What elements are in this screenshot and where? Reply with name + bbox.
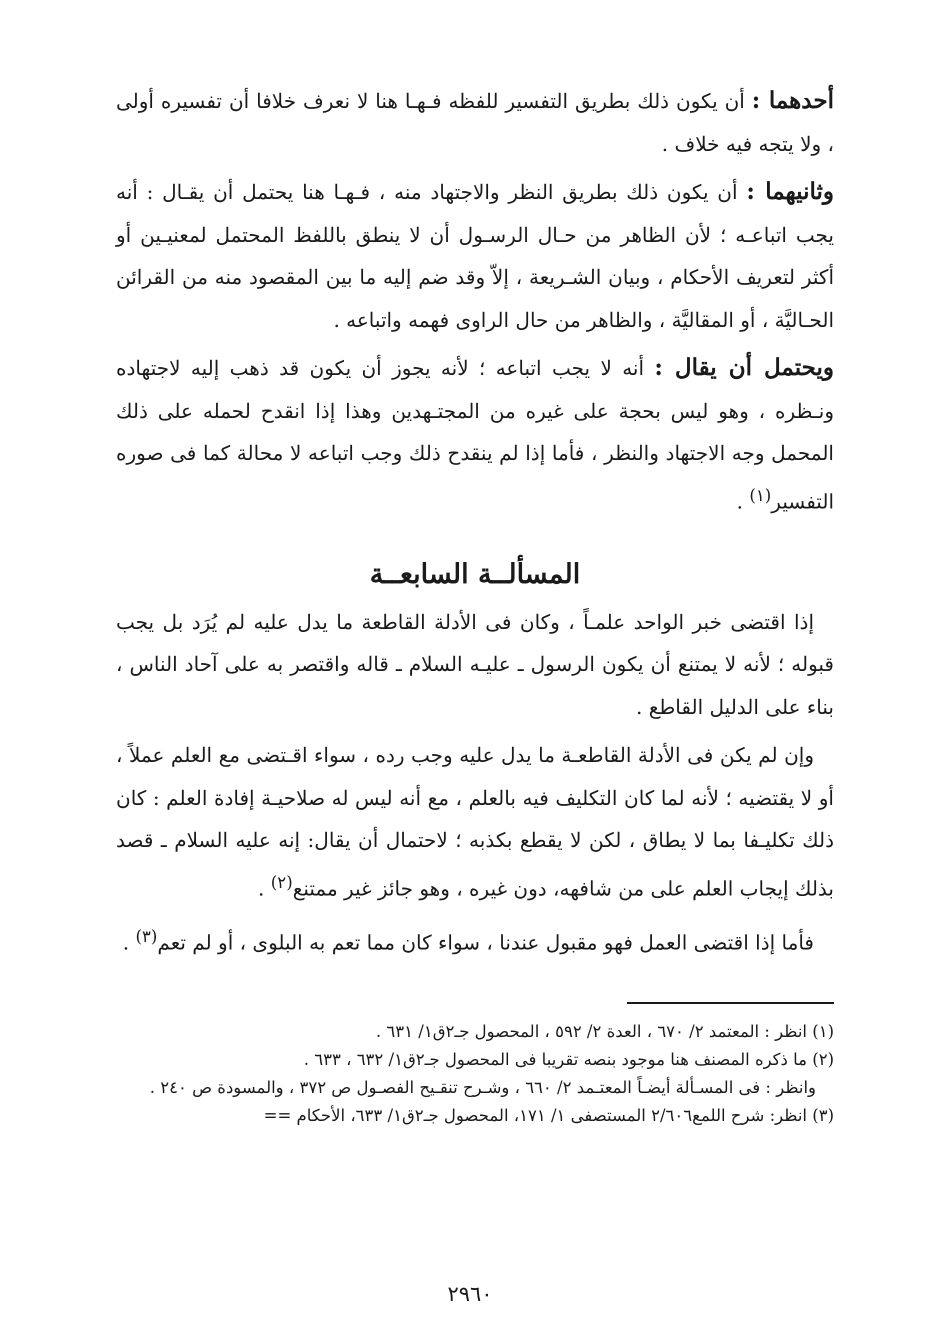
paragraph-text: إذا اقتضى خبر الواحد علمـاً ، وكان فى الأدلة القاطعة ما يدل عليه لم يُرَد بل يجب قبوله ؛ لأنه لا يمتنع أن يكون الرسول ـ عليـه السلام ـ قاله واقتصر به على آحاد الناس ، بناء على الدليل القاطع .: [116, 609, 834, 719]
footnote-ref: (٢): [270, 872, 293, 892]
paragraph-text: أنه لا يجب اتباعه ؛ لأنه يجوز أن يكون قد ذهب إليه لاجتهاده ونـظره ، وهو ليس بحجة على غيره من المجتـهدين وهذا إذا انقدح لحمله على ذلك المحمل وجه الاجتهاد والنظر ، فأما إذا لم ينقدح ذلك وجب اتباعه لا محالة كما فى صوره التفسير: [116, 356, 834, 514]
paragraph-tail: .: [736, 489, 750, 514]
paragraph-lead: أحدهما :: [751, 87, 834, 114]
paragraph-first: [116, 80, 834, 165]
paragraph-tail: .: [258, 876, 271, 901]
paragraph-second: [116, 171, 834, 341]
paragraph-third: [116, 347, 834, 523]
paragraph-text: أن يكون ذلك بطريق التفسير للفظه فـهـا هنا لا نعرف خلافا أن تفسيره أولى ، ولا يتجه فيه خلاف .: [116, 89, 834, 156]
paragraph-sixth: [116, 916, 834, 964]
paragraph-tail: .: [122, 930, 136, 955]
footnote-2: (٢) ما ذكره المصنف هنا موجود بنصه تقريبا فى المحصول جـ٢ق١/ ٦٣٢ ، ٦٣٣ .: [303, 1049, 834, 1069]
footnotes: [116, 1018, 834, 1130]
paragraph-text: فأما إذا اقتضى العمل فهو مقبول عندنا ، سواء كان مما تعم به البلوى ، أو لم تعم: [157, 930, 814, 955]
paragraph-fifth: [116, 734, 834, 910]
section-heading: المسألــة السابعــة: [369, 558, 581, 590]
paragraph-lead: وثانيهما :: [746, 178, 835, 205]
paragraph-text: وإن لم يكن فى الأدلة القاطعـة ما يدل عليه وجب رده ، سواء اقـتضى مع العلم عملاً ، أو لا يقتضيه ؛ لأنه لما كان التكليف فيه بالعلم ، مع أنه ليس له صلاحيـة إفادة العلم : كان ذلك تكليـفا بما لا يطاق ، لكن لا يقطع بكذبه ؛ لاحتمال أن يقال: إنه عليه السلام ـ قصد بذلك إيجاب العلم على من شافهه، دون غيره ، وهو جائز غير ممتنع: [116, 743, 834, 901]
footnote-separator: [627, 1002, 834, 1004]
footnote-3: (٣) انظر: شرح اللمع٢/٦٠٦ المستصفى ١/ ١٧١، المحصول جـ٢ق١/ ٦٣٣، الأحكام ==: [263, 1105, 834, 1125]
footnote-ref: (٣): [135, 926, 158, 946]
footnote-2-continued: وانظر : فى المسـألة أيضـاً المعتـمد ٢/ ٦٦٠ ، وشـرح تنقـيح الفصـول ص ٣٧٢ ، والمسودة ص ٢٤٠ .: [149, 1077, 816, 1097]
paragraph-lead: ويحتمل أن يقال :: [654, 354, 834, 381]
page-number: ٢٩٦٠: [447, 1282, 493, 1306]
paragraph-text: أن يكون ذلك بطريق النظر والاجتهاد منه ، فـهـا هنا يحتمل أن يقـال : أنه يجب اتباعـه ؛ لأن الظاهر من حـال الرسـول أن لا ينطق باللفظ المحتمل لمعنيـين أو أكثر لتعريف الأحكام ، وبيان الشـريعة ، إلاّ وقد ضم إليه ما بين المقصود منه من القرائن الحـاليَّة ، أو المقاليَّة ، والظاهر من حال الراوى فهمه واتباعه .: [116, 180, 834, 332]
footnote-1: (١) انظر : المعتمد ٢/ ٦٧٠ ، العدة ٢/ ٥٩٢ ، المحصول جـ٢ق١/ ٦٣١ .: [375, 1021, 834, 1041]
footnote-ref: (١): [749, 485, 772, 505]
paragraph-fourth: [116, 601, 834, 729]
